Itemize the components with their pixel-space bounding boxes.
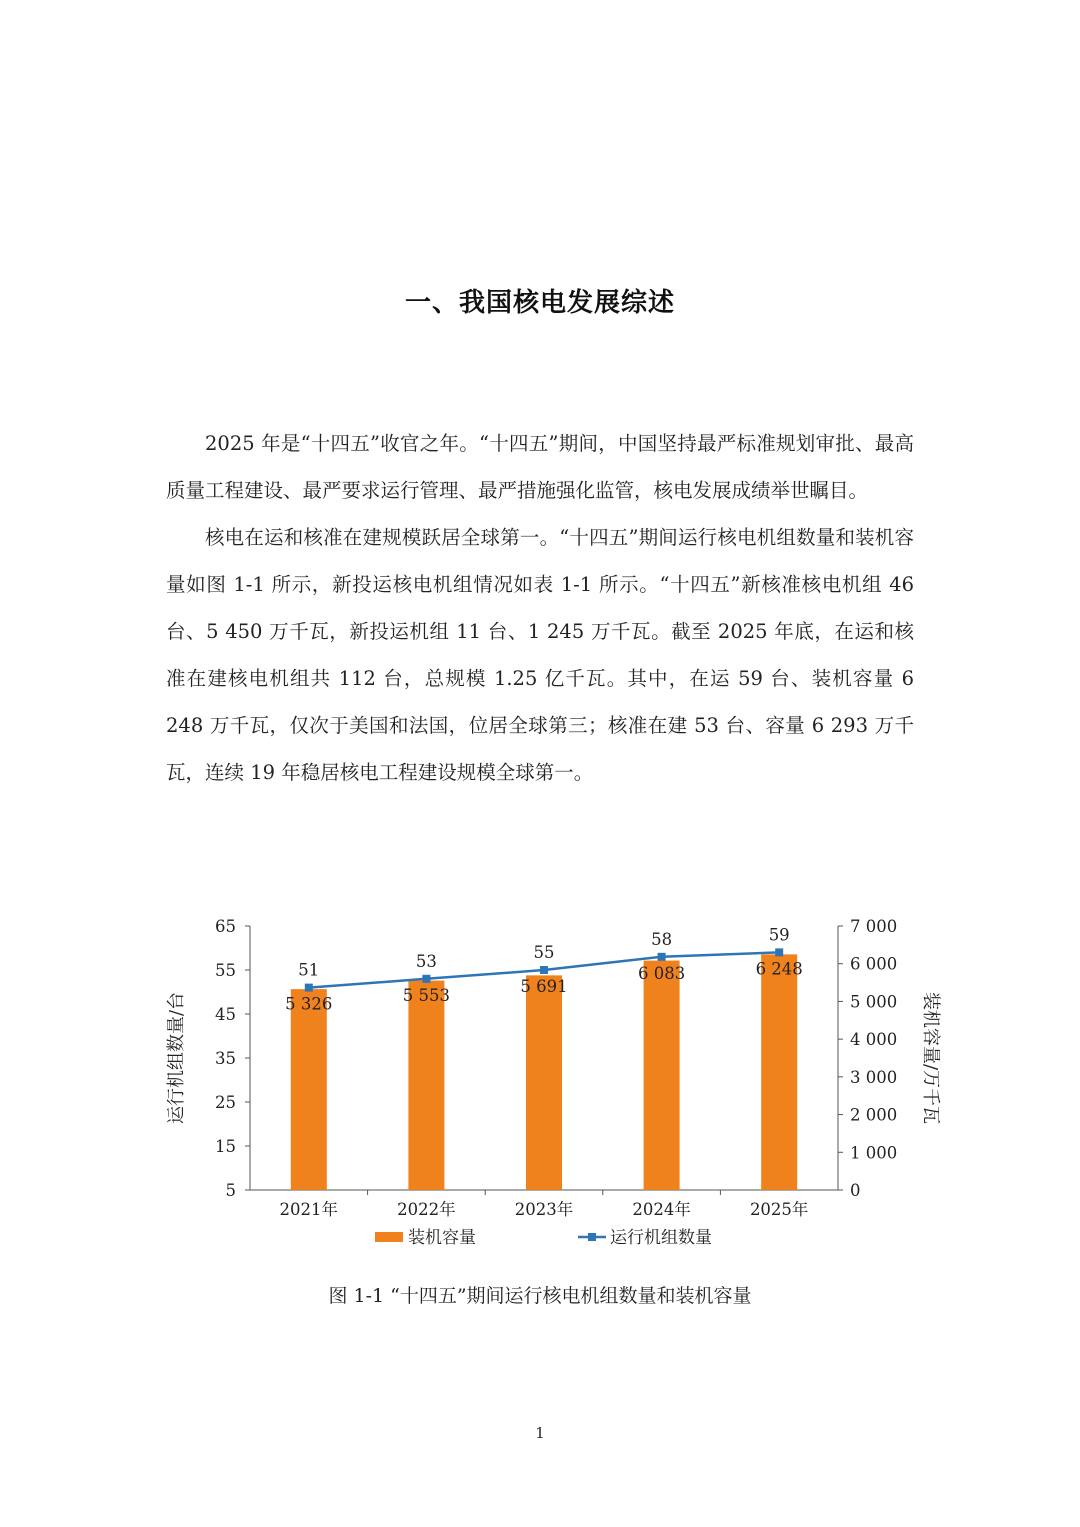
- bar-data-label: 6 248: [755, 959, 803, 979]
- right-axis-tick-label: 4 000: [850, 1030, 898, 1050]
- line-point-units: [422, 975, 430, 983]
- bar-capacity: [761, 954, 797, 1190]
- right-axis-tick-label: 0: [850, 1181, 861, 1200]
- bar-data-label: 5 691: [520, 977, 568, 996]
- right-axis-tick-label: 5 000: [850, 992, 898, 1012]
- legend-label-capacity: 装机容量: [408, 1228, 476, 1248]
- x-axis-tick-label: 2021年: [279, 1200, 339, 1219]
- bar-capacity: [644, 961, 680, 1190]
- left-axis-tick-label: 55: [215, 961, 236, 980]
- left-axis-tick-label: 45: [215, 1005, 236, 1024]
- page-number: 1: [535, 1424, 545, 1442]
- figure-caption: 图 1-1 “十四五”期间运行核电机组数量和装机容量: [328, 1285, 752, 1307]
- paragraph-scale: 核电在运和核准在建规模跃居全球第一。“十四五”期间运行核电机组数量和装机容量如图 1-1 所示，新投运核电机组情况如表 1-1 所示。“十四五”新核准核电机组 46 台、5 450 万千瓦，新投运机组 11 台、1 245 万千瓦。截至 2025 年底，在运和核准在建核电机组共 112 台，总规模 1.25 亿千瓦。其中，在运 59 台、装机容量 6 248 万千瓦，仅次于美国和法国，位居全球第三；核准在建 53 台、容量 6 293 万千瓦，连续 19 年稳居核电工程建设规模全球第一。: [166, 526, 914, 784]
- section-heading: 一、我国核电发展综述: [404, 288, 675, 318]
- bar-capacity: [526, 975, 562, 1190]
- bar-data-label: 5 553: [402, 985, 451, 1005]
- legend-label-units: 运行机组数量: [610, 1228, 712, 1248]
- x-axis-tick-label: 2024年: [632, 1200, 691, 1219]
- line-data-label: 51: [298, 960, 320, 980]
- line-point-units: [775, 948, 783, 956]
- line-data-label: 55: [533, 943, 555, 962]
- right-axis-tick-label: 3 000: [850, 1067, 898, 1087]
- x-axis-tick-label: 2023年: [514, 1200, 574, 1219]
- right-axis-tick-label: 2 000: [850, 1105, 898, 1125]
- line-point-units: [658, 953, 666, 961]
- left-axis-tick-label: 5: [225, 1181, 236, 1200]
- legend-marker-units: [588, 1233, 596, 1241]
- left-axis-title: 运行机组数量/台: [166, 991, 187, 1125]
- line-data-label: 58: [651, 929, 673, 949]
- x-axis-tick-label: 2022年: [397, 1200, 456, 1219]
- line-data-label: 53: [415, 951, 437, 971]
- bar-data-label: 5 326: [285, 994, 333, 1014]
- right-axis-tick-label: 6 000: [850, 954, 898, 974]
- left-axis-tick-label: 65: [215, 917, 236, 936]
- line-point-units: [305, 984, 313, 992]
- right-axis-title: 装机容量/万千瓦: [920, 991, 941, 1125]
- line-data-label: 59: [768, 925, 790, 945]
- paragraph-intro: 2025 年是“十四五”收官之年。“十四五”期间，中国坚持最严标准规划审批、最高质量工程建设、最严要求运行管理、最严措施强化监管，核电发展成绩举世瞩目。: [166, 432, 914, 502]
- chart-legend: [375, 1228, 712, 1248]
- legend-swatch-capacity: [375, 1232, 403, 1242]
- right-axis-tick-label: 7 000: [850, 917, 898, 936]
- bar-capacity: [291, 989, 327, 1190]
- bar-capacity: [408, 981, 444, 1190]
- left-axis-tick-label: 15: [215, 1137, 236, 1156]
- x-axis-tick-label: 2025年: [749, 1200, 809, 1219]
- line-point-units: [540, 966, 548, 974]
- left-axis-tick-label: 25: [215, 1093, 236, 1112]
- left-axis-tick-label: 35: [215, 1049, 236, 1068]
- bar-data-label: 6 083: [637, 963, 686, 983]
- right-axis-tick-label: 1 000: [850, 1143, 898, 1163]
